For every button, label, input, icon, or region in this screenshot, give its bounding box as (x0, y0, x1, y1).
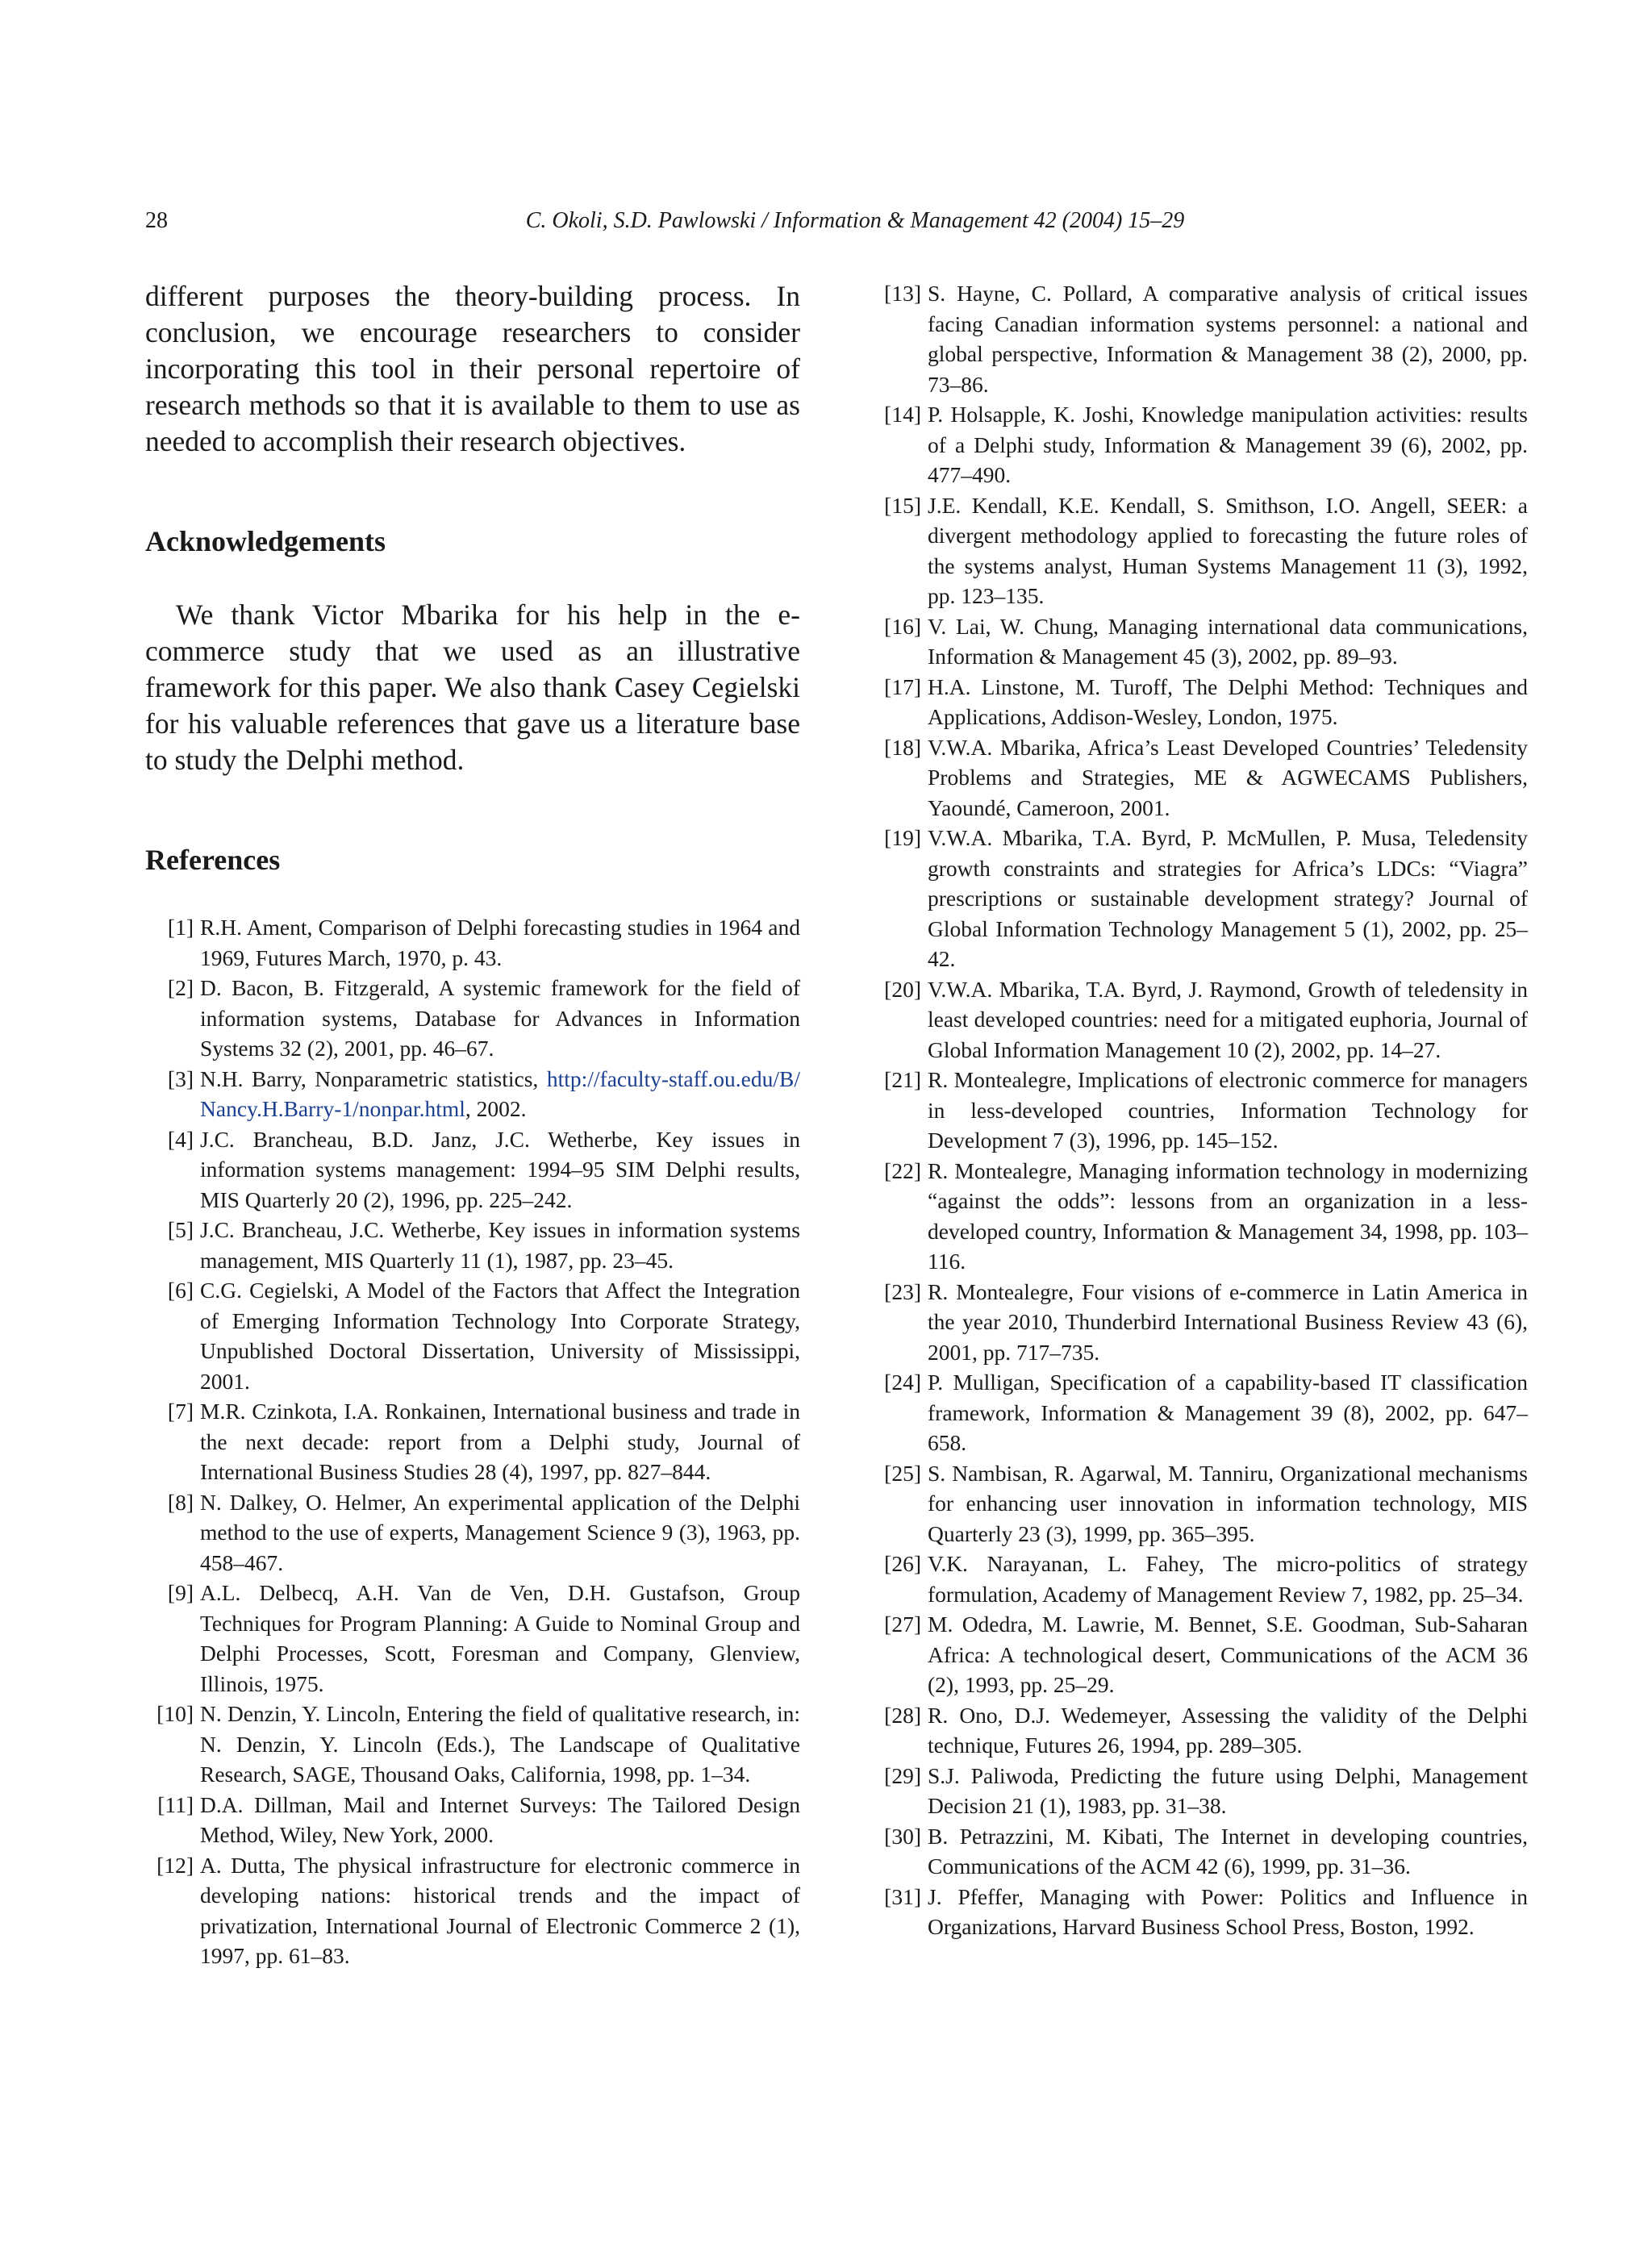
reference-text: V.W.A. Mbarika, T.A. Byrd, P. McMullen, P. Musa, Teledensity growth constraints and strategies for Africa’s LDCs: “Viagra” prescriptions or sustainable development strategy? Journal of Global Information Technology Management 5 (1), 2002, pp. 25–42. (928, 825, 1528, 971)
reference-item (145, 1064, 800, 1124)
reference-item (873, 611, 1528, 672)
reference-text: R. Montealegre, Managing information technology in modernizing “against the odds”: lessons from an organization in a less-developed country, Information & Management 34, 1998, pp. 103–116. (928, 1157, 1528, 1274)
reference-number: [18] (884, 734, 921, 760)
reference-text: M.R. Czinkota, I.A. Ronkainen, International business and trade in the next decade: report from a Delphi study, Journal of International Business Studies 28 (4), 1997, pp. 827–844. (200, 1399, 800, 1484)
reference-item (145, 1215, 800, 1275)
reference-text: D. Bacon, B. Fitzgerald, A systemic framework for the field of information systems, Database for Advances in Information Systems 32 (2), 2001, pp. 46–67. (200, 975, 800, 1061)
reference-item (873, 1549, 1528, 1609)
reference-text: D.A. Dillman, Mail and Internet Surveys: The Tailored Design Method, Wiley, New York, 2000. (200, 1791, 800, 1847)
reference-item (873, 1882, 1528, 1942)
reference-text: A. Dutta, The physical infrastructure for electronic commerce in developing nations: historical trends and the impact of privatization, International Journal of Electronic Commerce 2 (1), 1997, pp. 61–83. (200, 1852, 800, 1968)
reference-text: M. Odedra, M. Lawrie, M. Bennet, S.E. Goodman, Sub-Saharan Africa: A technological desert, Communications of the ACM 36 (2), 1993, pp. 25–29. (928, 1612, 1528, 1697)
reference-number: [27] (884, 1612, 921, 1637)
reference-text: N. Dalkey, O. Helmer, An experimental application of the Delphi method to the use of experts, Management Science 9 (3), 1963, pp. 458–467. (200, 1489, 800, 1575)
reference-item (145, 1396, 800, 1487)
reference-text: P. Holsapple, K. Joshi, Knowledge manipulation activities: results of a Delphi study, Information & Management 39 (6), 2002, pp. 477–490. (928, 402, 1528, 487)
references-heading: References (145, 844, 281, 876)
reference-item (873, 1277, 1528, 1368)
reference-item (873, 1821, 1528, 1882)
reference-text: R. Montealegre, Four visions of e-commerce in Latin America in the year 2010, Thunderbird International Business Review 43 (6), 2001, pp. 717–735. (928, 1278, 1528, 1365)
reference-text: J.C. Brancheau, J.C. Wetherbe, Key issues in information systems management, MIS Quarterly 11 (1), 1987, pp. 23–45. (200, 1217, 800, 1273)
reference-list-left (145, 912, 800, 1971)
reference-number: [26] (884, 1551, 921, 1576)
reference-number: [19] (884, 825, 921, 850)
reference-item (873, 1156, 1528, 1277)
reference-text: P. Mulligan, Specification of a capability-based IT classification framework, Information & Management 39 (8), 2002, pp. 647–658. (928, 1370, 1528, 1455)
reference-number: [25] (884, 1460, 921, 1486)
reference-number: [5] (167, 1217, 194, 1242)
reference-item (873, 1367, 1528, 1458)
reference-item (145, 1275, 800, 1396)
reference-text: R.H. Ament, Comparison of Delphi forecasting studies in 1964 and 1969, Futures March, 1970, p. 43. (200, 915, 800, 970)
reference-number: [4] (167, 1126, 194, 1152)
reference-number: [10] (156, 1701, 194, 1726)
reference-text: S. Hayne, C. Pollard, A comparative analysis of critical issues facing Canadian information systems personnel: a national and global perspective, Information & Management 38 (2), 2000, pp. 73–86. (928, 281, 1528, 397)
reference-item (873, 1458, 1528, 1549)
acknowledgements-heading: Acknowledgements (145, 525, 386, 557)
reference-number: [14] (884, 402, 921, 427)
reference-item (145, 1578, 800, 1699)
reference-item (145, 1487, 800, 1578)
reference-number: [28] (884, 1702, 921, 1728)
reference-number: [9] (167, 1580, 194, 1605)
reference-item (145, 973, 800, 1064)
reference-number: [20] (884, 976, 921, 1002)
reference-item (873, 823, 1528, 974)
reference-item (873, 490, 1528, 611)
reference-text: R. Ono, D.J. Wedemeyer, Assessing the validity of the Delphi technique, Futures 26, 1994, pp. 289–305. (928, 1702, 1528, 1758)
reference-text: V.W.A. Mbarika, T.A. Byrd, J. Raymond, Growth of teledensity in least developed countries: need for a mitigated euphoria, Journal of Global Information Management 10 (2), 2002, pp. 14–27. (928, 976, 1528, 1062)
left-column (145, 278, 800, 1971)
running-head-citation: C. Okoli, S.D. Pawlowski / Information & Management 42 (2004) 15–29 (525, 208, 1185, 233)
reference-number: [2] (167, 975, 194, 1000)
reference-number: [24] (884, 1370, 921, 1395)
reference-item (873, 1761, 1528, 1821)
reference-item (145, 1790, 800, 1850)
reference-item (873, 278, 1528, 399)
reference-text: N. Denzin, Y. Lincoln, Entering the field of qualitative research, in: N. Denzin, Y. Lincoln (Eds.), The Landscape of Qualitative Research, SAGE, Thousand Oaks, California, 1998, pp. 1–34. (200, 1701, 800, 1787)
reference-number: [15] (884, 492, 921, 518)
reference-text: N.H. Barry, Nonparametric statistics, (200, 1065, 547, 1091)
reference-number: [17] (884, 673, 921, 699)
reference-text: S.J. Paliwoda, Predicting the future using Delphi, Management Decision 21 (1), 1983, pp. 31–38. (928, 1762, 1528, 1818)
reference-number: [11] (157, 1791, 194, 1817)
reference-text-after-link: , 2002. (465, 1096, 527, 1121)
acknowledgements-paragraph: We thank Victor Mbarika for his help in the e-commerce study that we used as an illustrative framework for this paper. We also thank Casey Cegielski for his valuable references that gave us a literature base to study the Delphi method. (145, 598, 800, 776)
reference-item (145, 912, 800, 973)
reference-number: [21] (884, 1067, 921, 1092)
reference-item (145, 1699, 800, 1790)
reference-number: [31] (884, 1883, 921, 1909)
page-number: 28 (145, 208, 168, 233)
reference-number: [6] (167, 1278, 194, 1303)
conclusion-paragraph: different purposes the theory-building process. In conclusion, we encourage researchers to consider incorporating this tool in their personal repertoire of research methods so that it is available to them to use as needed to accomplish their research objectives. (145, 280, 800, 457)
reference-text: V.K. Narayanan, L. Fahey, The micro-politics of strategy formulation, Academy of Management Review 7, 1982, pp. 25–34. (928, 1551, 1528, 1607)
reference-number: [22] (884, 1157, 921, 1183)
reference-number: [29] (884, 1762, 921, 1788)
reference-text: V. Lai, W. Chung, Managing international data communications, Information & Management 45 (3), 2002, pp. 89–93. (928, 613, 1528, 669)
reference-item (145, 1850, 800, 1971)
reference-item (873, 1065, 1528, 1156)
reference-text: J.E. Kendall, K.E. Kendall, S. Smithson, I.O. Angell, SEER: a divergent methodology applied to forecasting the future roles of the systems analyst, Human Systems Management 11 (3), 1992, pp. 123–135. (928, 492, 1528, 608)
reference-text: R. Montealegre, Implications of electronic commerce for managers in less-developed countries, Information Technology for Development 7 (3), 1996, pp. 145–152. (928, 1067, 1528, 1153)
reference-number: [7] (167, 1399, 194, 1424)
reference-text: C.G. Cegielski, A Model of the Factors that Affect the Integration of Emerging Information Technology Into Corporate Strategy, Unpublished Doctoral Dissertation, University of Mississippi, 2001. (200, 1278, 800, 1394)
reference-item (873, 732, 1528, 824)
reference-number: [13] (884, 281, 921, 306)
reference-number: [16] (884, 613, 921, 639)
reference-item (873, 974, 1528, 1065)
reference-item (873, 399, 1528, 490)
reference-text: B. Petrazzini, M. Kibati, The Internet in developing countries, Communications of the ACM 42 (6), 1999, pp. 31–36. (928, 1823, 1528, 1879)
reference-number: [23] (884, 1278, 921, 1304)
reference-url-link[interactable]: http://faculty-staff.ou.edu/B/Nancy.H.Barry-1/nonpar.html (200, 1065, 800, 1121)
reference-list-right (873, 278, 1528, 1942)
reference-text: J.C. Brancheau, B.D. Janz, J.C. Wetherbe, Key issues in information systems management: 1994–95 SIM Delphi results, MIS Quarterly 20 (2), 1996, pp. 225–242. (200, 1126, 800, 1212)
reference-text: V.W.A. Mbarika, Africa’s Least Developed Countries’ Teledensity Problems and Strategies, ME & AGWECAMS Publishers, Yaoundé, Cameroon, 2001. (928, 734, 1528, 820)
reference-number: [12] (156, 1852, 194, 1878)
reference-text: J. Pfeffer, Managing with Power: Politics and Influence in Organizations, Harvard Business School Press, Boston, 1992. (928, 1883, 1528, 1939)
reference-number: [30] (884, 1823, 921, 1849)
running-header (145, 208, 1533, 240)
reference-number: [1] (167, 915, 194, 940)
reference-text: H.A. Linstone, M. Turoff, The Delphi Method: Techniques and Applications, Addison-Wesley, London, 1975. (928, 673, 1528, 729)
reference-item (145, 1124, 800, 1216)
reference-number: [3] (167, 1065, 194, 1091)
reference-item (873, 1700, 1528, 1761)
reference-item (873, 1609, 1528, 1700)
reference-number: [8] (167, 1489, 194, 1515)
reference-item (873, 672, 1528, 732)
right-column (873, 278, 1528, 1942)
reference-text: S. Nambisan, R. Agarwal, M. Tanniru, Organizational mechanisms for enhancing user innovation in information technology, MIS Quarterly 23 (3), 1999, pp. 365–395. (928, 1460, 1528, 1546)
reference-text: A.L. Delbecq, A.H. Van de Ven, D.H. Gustafson, Group Techniques for Program Planning: A Guide to Nominal Group and Delphi Processes, Scott, Foresman and Company, Glenview, Illinois, 1975. (200, 1580, 800, 1696)
